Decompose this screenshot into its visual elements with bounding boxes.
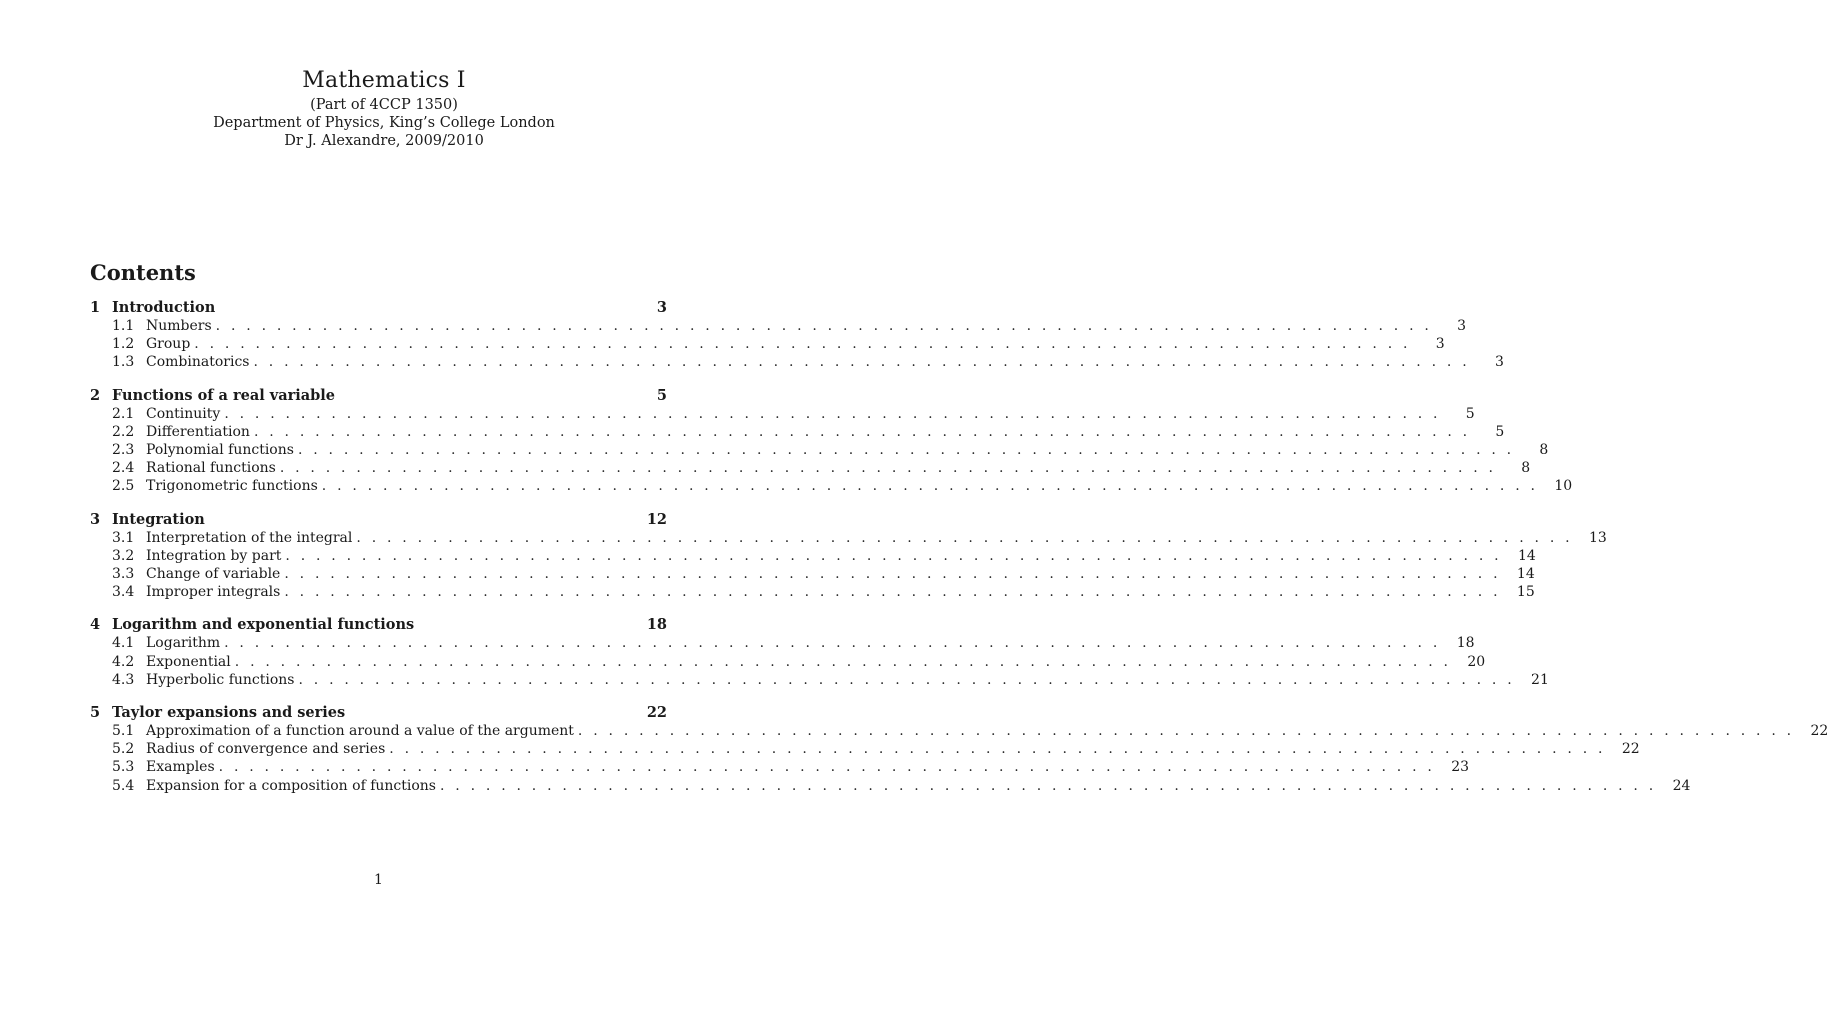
course-code: (Part of 4CCP 1350) (310, 97, 458, 113)
toc-subsection-row[interactable] (90, 477, 1573, 495)
subsection-title: Change of variable (146, 566, 281, 583)
subsection-page: 3 (1494, 354, 1504, 371)
subsection-title: Expansion for a composition of functions (146, 777, 436, 794)
contents-heading: Contents (90, 260, 196, 285)
dot-leader: . . . . . . . . . . . . . . . . . . . . . . . . . . . . . . . . . . . . . . . . . . . . . . . . . . . . . . . . . . . . . . . . . . . . . . . . . . . . . . . . (298, 671, 1515, 688)
toc-section (90, 615, 1549, 689)
subsection-number: 4.2 (112, 653, 135, 670)
dot-leader: . . . . . . . . . . . . . . . . . . . . . . . . . . . . . . . . . . . . . . . . . . . . . . . . . . . . . . . . . . . . . . . . . . . . . . . . . . . . . . . . (284, 566, 1501, 583)
toc-section-row[interactable] (90, 703, 667, 722)
subsection-number: 4.3 (112, 671, 135, 688)
subsection-title: Continuity (146, 405, 221, 422)
toc-subsection-row[interactable] (90, 722, 1828, 740)
subsection-number: 2.1 (112, 405, 135, 422)
toc-subsection-row[interactable] (90, 671, 1549, 689)
toc-section (90, 703, 1828, 795)
section-title: Logarithm and exponential functions (112, 616, 415, 634)
section-title: Taylor expansions and series (112, 704, 346, 722)
dot-leader: . . . . . . . . . . . . . . . . . . . . . . . . . . . . . . . . . . . . . . . . . . . . . . . . . . . . . . . . . . . . . . . . . . . . . . . . . . . . . . . . (224, 635, 1441, 652)
dot-leader: . . . . . . . . . . . . . . . . . . . . . . . . . . . . . . . . . . . . . . . . . . . . . . . . . . . . . . . . . . . . . . . . . . . . . . . . . . . . . . . . (234, 653, 1452, 670)
toc-subsection-row[interactable] (90, 423, 1505, 441)
subsection-title: Group (146, 336, 191, 353)
toc-subsection-row[interactable] (90, 740, 1640, 758)
subsection-title: Trigonometric functions (146, 478, 318, 495)
subsection-page: 23 (1451, 759, 1470, 776)
toc-section-row[interactable] (90, 386, 667, 405)
toc-subsection-row[interactable] (90, 653, 1486, 671)
subsection-number: 3.3 (112, 566, 135, 583)
section-number: 2 (90, 386, 101, 404)
section-page: 22 (646, 704, 667, 722)
table-of-contents (90, 298, 1828, 809)
subsection-number: 5.2 (112, 741, 135, 758)
toc-subsection-row[interactable] (90, 441, 1549, 459)
subsection-number: 5.4 (112, 777, 135, 794)
dot-leader: . . . . . . . . . . . . . . . . . . . . . . . . . . . . . . . . . . . . . . . . . . . . . . . . . . . . . . . . . . . . . . . . . . . . . . . . . . . . . . . . (577, 723, 1795, 740)
dot-leader: . . . . . . . . . . . . . . . . . . . . . . . . . . . . . . . . . . . . . . . . . . . . . . . . . . . . . . . . . . . . . . . . . . . . . . . . . . . . . . . . (440, 777, 1657, 794)
dot-leader: . . . . . . . . . . . . . . . . . . . . . . . . . . . . . . . . . . . . . . . . . . . . . . . . . . . . . . . . . . . . . . . . . . . . . . . . . . . . . . . . (279, 460, 1497, 477)
dot-leader: . . . . . . . . . . . . . . . . . . . . . . . . . . . . . . . . . . . . . . . . . . . . . . . . . . . . . . . . . . . . . . . . . . . . . . . . . . . . . . . . (194, 336, 1411, 353)
subsection-page: 15 (1516, 584, 1535, 601)
toc-section-row[interactable] (90, 298, 667, 317)
dot-leader: . . . . . . . . . . . . . . . . . . . . . . . . . . . . . . . . . . . . . . . . . . . . . . . . . . . . . . . . . . . . . . . . . . . . . . . . . . . . . . . . (285, 547, 1502, 564)
subsection-number: 1.3 (112, 354, 135, 371)
subsection-page: 22 (1810, 723, 1828, 740)
subsection-number: 2.4 (112, 460, 135, 477)
dot-leader: . . . . . . . . . . . . . . . . . . . . . . . . . . . . . . . . . . . . . . . . . . . . . . . . . . . . . . . . . . . . . . . . . . . . . . . . . . . . . . . . (356, 529, 1573, 546)
toc-subsection-row[interactable] (90, 547, 1536, 565)
dot-leader: . . . . . . . . . . . . . . . . . . . . . . . . . . . . . . . . . . . . . . . . . . . . . . . . . . . . . . . . . . . . . . . . . . . . . . . . . . . . . . . . (253, 354, 1470, 371)
section-page: 3 (656, 299, 667, 316)
subsection-title: Polynomial functions (146, 442, 294, 459)
dot-leader: . . . . . . . . . . . . . . . . . . . . . . . . . . . . . . . . . . . . . . . . . . . . . . . . . . . . . . . . . . . . . . . . . . . . . . . . . . . . . . . . (297, 442, 1515, 459)
toc-subsection-row[interactable] (90, 405, 1475, 423)
toc-section (90, 386, 1573, 496)
subsection-page: 20 (1467, 653, 1486, 670)
subsection-title: Differentiation (146, 423, 250, 440)
subsection-page: 8 (1521, 460, 1531, 477)
dot-leader: . . . . . . . . . . . . . . . . . . . . . . . . . . . . . . . . . . . . . . . . . . . . . . . . . . . . . . . . . . . . . . . . . . . . . . . . . . . . . . . . (215, 318, 1433, 334)
subsection-title: Exponential (146, 653, 231, 670)
subsection-page: 18 (1456, 635, 1475, 652)
subsection-number: 2.5 (112, 478, 135, 495)
toc-subsection-row[interactable] (90, 529, 1607, 547)
subsection-title: Rational functions (146, 460, 276, 477)
toc-subsection-row[interactable] (90, 565, 1535, 583)
subsection-number: 4.1 (112, 635, 135, 652)
dot-leader: . . . . . . . . . . . . . . . . . . . . . . . . . . . . . . . . . . . . . . . . . . . . . . . . . . . . . . . . . . . . . . . . . . . . . . . . . . . . . . . . (284, 584, 1501, 601)
subsection-title: Interpretation of the integral (146, 529, 353, 546)
section-page: 18 (646, 616, 667, 634)
department: Department of Physics, King’s College London (213, 115, 555, 131)
toc-subsection-row[interactable] (90, 634, 1475, 652)
subsection-page: 10 (1554, 478, 1573, 495)
subsection-title: Combinatorics (146, 354, 250, 371)
section-title: Introduction (112, 299, 216, 316)
toc-section (90, 510, 1607, 602)
subsection-page: 21 (1531, 671, 1549, 688)
subsection-page: 24 (1672, 777, 1691, 794)
title-block (0, 66, 768, 150)
section-number: 3 (90, 510, 101, 528)
section-title: Integration (112, 510, 205, 528)
subsection-number: 3.2 (112, 547, 135, 564)
section-page: 12 (646, 510, 667, 528)
subsection-title: Approximation of a function around a value of the argument (146, 723, 574, 740)
subsection-title: Examples (146, 759, 215, 776)
section-number: 4 (90, 616, 101, 634)
subsection-number: 1.1 (112, 318, 135, 334)
section-number: 5 (90, 704, 101, 722)
subsection-number: 1.2 (112, 336, 135, 353)
subsection-title: Hyperbolic functions (146, 671, 295, 688)
toc-section-row[interactable] (90, 510, 667, 529)
subsection-page: 3 (1435, 336, 1445, 353)
toc-subsection-row[interactable] (90, 317, 1467, 335)
author-year: Dr J. Alexandre, 2009/2010 (284, 133, 484, 149)
subsection-number: 2.2 (112, 423, 135, 440)
toc-subsection-row[interactable] (90, 758, 1470, 776)
subsection-page: 22 (1621, 741, 1640, 758)
dot-leader: . . . . . . . . . . . . . . . . . . . . . . . . . . . . . . . . . . . . . . . . . . . . . . . . . . . . . . . . . . . . . . . . . . . . . . . . . . . . . . . . (218, 759, 1436, 776)
subsection-number: 3.1 (112, 529, 135, 546)
subsection-page: 13 (1588, 529, 1607, 546)
section-title: Functions of a real variable (112, 386, 336, 404)
subsection-page: 14 (1516, 566, 1535, 583)
document-title: Mathematics I (302, 68, 466, 93)
subsection-page: 14 (1517, 547, 1536, 564)
subsection-number: 5.3 (112, 759, 135, 776)
subsection-page: 3 (1457, 318, 1467, 334)
subsection-number: 3.4 (112, 584, 135, 601)
dot-leader: . . . . . . . . . . . . . . . . . . . . . . . . . . . . . . . . . . . . . . . . . . . . . . . . . . . . . . . . . . . . . . . . . . . . . . . . . . . . . . . . (321, 478, 1539, 495)
dot-leader: . . . . . . . . . . . . . . . . . . . . . . . . . . . . . . . . . . . . . . . . . . . . . . . . . . . . . . . . . . . . . . . . . . . . . . . . . . . . . . . . (389, 741, 1606, 758)
subsection-number: 5.1 (112, 723, 135, 740)
subsection-title: Radius of convergence and series (146, 741, 386, 758)
subsection-page: 8 (1539, 442, 1549, 459)
dot-leader: . . . . . . . . . . . . . . . . . . . . . . . . . . . . . . . . . . . . . . . . . . . . . . . . . . . . . . . . . . . . . . . . . . . . . . . . . . . . . . . . (224, 405, 1441, 422)
page-number: 1 (374, 872, 383, 888)
toc-subsection-row[interactable] (90, 353, 1504, 371)
subsection-title: Integration by part (146, 547, 282, 564)
subsection-page: 5 (1465, 405, 1475, 422)
subsection-title: Numbers (146, 318, 212, 334)
section-page: 5 (656, 386, 667, 404)
section-number: 1 (90, 299, 101, 316)
toc-subsection-row[interactable] (90, 335, 1445, 353)
subsection-title: Logarithm (146, 635, 221, 652)
toc-section-row[interactable] (90, 615, 667, 634)
dot-leader: . . . . . . . . . . . . . . . . . . . . . . . . . . . . . . . . . . . . . . . . . . . . . . . . . . . . . . . . . . . . . . . . . . . . . . . . . . . . . . . . (253, 423, 1471, 440)
subsection-title: Improper integrals (146, 584, 281, 601)
subsection-number: 2.3 (112, 442, 135, 459)
toc-subsection-row[interactable] (90, 583, 1535, 601)
subsection-page: 5 (1495, 423, 1505, 440)
toc-subsection-row[interactable] (90, 777, 1691, 795)
toc-section (90, 298, 1504, 372)
toc-subsection-row[interactable] (90, 459, 1531, 477)
